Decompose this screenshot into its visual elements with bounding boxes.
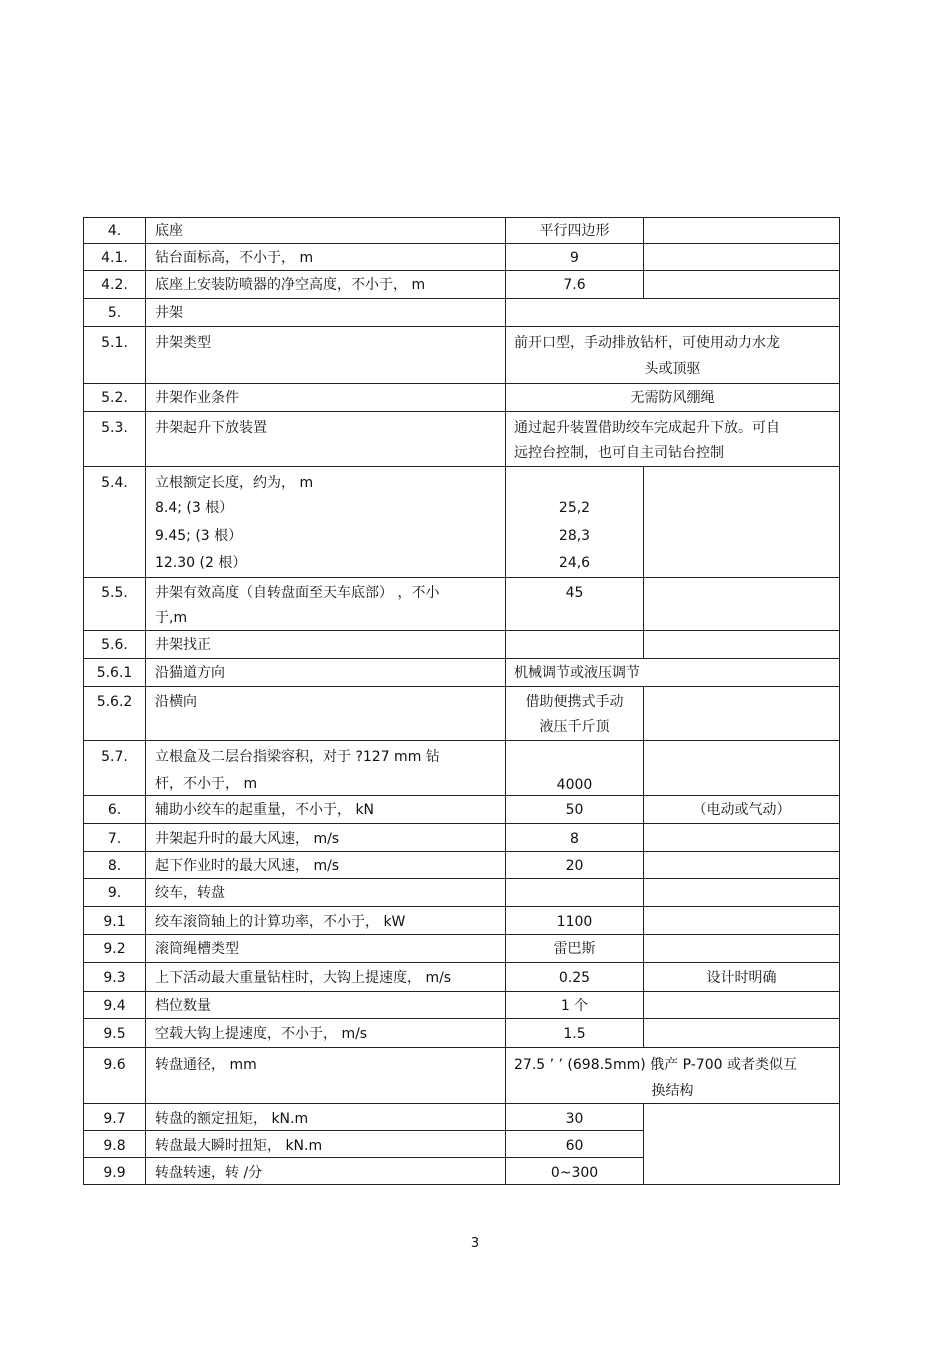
row-description-line: 于,m — [155, 610, 188, 626]
row-description: 井架作业条件 — [155, 390, 239, 406]
row-value-line: 借助便携式手动 — [525, 694, 624, 710]
row-value: 无需防风绷绳 — [630, 390, 715, 406]
row-number: 9.8 — [103, 1138, 126, 1154]
table-row — [83, 411, 840, 467]
row-description-line: 8.4; (3 根） — [155, 500, 234, 516]
row-description: 上下活动最大重量钻柱时，大钩上提速度， m/s — [155, 970, 452, 986]
table-row — [83, 630, 840, 659]
row-number: 5. — [107, 305, 122, 321]
table-row — [83, 298, 840, 327]
row-number: 9.5 — [103, 1026, 126, 1042]
table-row — [83, 466, 840, 578]
row-description: 井架起升下放装置 — [155, 420, 267, 436]
row-description: 井架起升时的最大风速， m/s — [155, 831, 340, 847]
row-number: 6. — [107, 802, 122, 818]
row-value: 雷巴斯 — [553, 941, 596, 957]
row-description: 转盘的额定扭矩， kN.m — [155, 1111, 309, 1127]
table-row — [83, 243, 840, 271]
row-number: 5.5. — [101, 585, 128, 601]
row-description: 井架类型 — [155, 335, 211, 351]
row-description-line: 立根额定长度，约为， m — [155, 475, 314, 491]
table-row — [83, 795, 840, 824]
row-value-line: 通过起升装置借助绞车完成起升下放。可自 — [514, 420, 780, 436]
row-number: 5.6. — [101, 637, 128, 653]
row-value: 机械调节或液压调节 — [514, 665, 640, 681]
row-number: 5.1. — [101, 335, 128, 351]
row-number: 9.9 — [103, 1165, 126, 1181]
row-description: 井架 — [155, 305, 183, 321]
row-number: 9.3 — [103, 970, 126, 986]
row-number: 4. — [107, 223, 122, 239]
row-value-line: 液压千斤顶 — [539, 719, 610, 735]
row-number: 9.6 — [103, 1057, 126, 1073]
row-note: （电动或气动） — [692, 802, 791, 818]
row-number: 5.6.2 — [96, 694, 133, 710]
row-value: 20 — [565, 858, 584, 874]
row-number: 9.2 — [103, 941, 126, 957]
row-value: 7.6 — [563, 277, 586, 293]
row-description: 滚筒绳槽类型 — [155, 941, 239, 957]
row-description: 绞车滚筒轴上的计算功率，不小于， kW — [155, 914, 406, 930]
row-description-line: 立根盒及二层台指梁容积，对于 ?127 mm 钻 — [155, 749, 440, 765]
table-row — [83, 740, 840, 796]
row-number: 9.1 — [103, 914, 126, 930]
row-number: 5.3. — [101, 420, 128, 436]
row-number: 5.4. — [101, 475, 128, 491]
row-description: 转盘转速，转 /分 — [155, 1165, 263, 1181]
row-value-line: 前开口型，手动排放钻杆，可使用动力水龙 — [514, 335, 780, 351]
row-description-line: 井架有效高度（自转盘面至天车底部） ，不小 — [155, 585, 440, 601]
table-row — [83, 1130, 644, 1158]
row-description: 起下作业时的最大风速， m/s — [155, 858, 340, 874]
row-value-line: 27.5 ’ ’ (698.5mm) 俄产 P-700 或者类似互 — [514, 1057, 797, 1073]
table-row — [83, 658, 840, 687]
row-value: 0~300 — [550, 1165, 599, 1181]
row-description: 底座上安装防喷器的净空高度，不小于， m — [155, 277, 426, 293]
row-description: 井架找正 — [155, 637, 211, 653]
row-value: 60 — [565, 1138, 584, 1154]
table-row — [83, 383, 840, 412]
row-number: 9.4 — [103, 998, 126, 1014]
row-value: 8 — [570, 831, 579, 847]
table-row — [83, 217, 840, 244]
row-number: 5.2. — [101, 390, 128, 406]
row-description-line: 杆，不小于， m — [155, 776, 258, 792]
row-number: 4.1. — [101, 250, 128, 266]
row-value: 1100 — [556, 914, 593, 930]
row-description: 转盘最大瞬时扭矩， kN.m — [155, 1138, 323, 1154]
row-number: 5.7. — [101, 749, 128, 765]
table-row — [83, 934, 840, 963]
row-value: 0.25 — [558, 970, 591, 986]
row-value: 1 个 — [560, 998, 589, 1014]
row-note: 设计时明确 — [706, 970, 777, 986]
row-value: 4000 — [556, 777, 593, 793]
row-value: 50 — [565, 802, 584, 818]
row-value: 9 — [570, 250, 579, 266]
row-value: 1.5 — [563, 1026, 586, 1042]
row-description: 沿横向 — [155, 694, 197, 710]
row-number: 8. — [107, 858, 122, 874]
row-value-line: 远控台控制，也可自主司钻台控制 — [514, 445, 724, 461]
table-row — [83, 1047, 840, 1104]
row-value-line: 换结构 — [651, 1083, 694, 1099]
table-row — [83, 878, 840, 907]
page-number: 3 — [470, 1236, 480, 1251]
row-value: 平行四边形 — [539, 223, 610, 239]
row-value-line: 24,6 — [558, 555, 591, 571]
table-row — [83, 851, 840, 879]
table-row — [83, 1103, 644, 1131]
table-row — [83, 1018, 840, 1048]
table-row — [83, 823, 840, 852]
table-row — [83, 577, 840, 631]
row-description: 辅助小绞车的起重量，不小于， kN — [155, 802, 375, 818]
row-description: 档位数量 — [155, 998, 211, 1014]
table-row — [83, 326, 840, 384]
row-description: 绞车，转盘 — [155, 885, 225, 901]
row-description: 转盘通径， mm — [155, 1057, 257, 1073]
table-row — [83, 991, 840, 1019]
row-description-line: 12.30 (2 根） — [155, 555, 247, 571]
row-value-line: 28,3 — [558, 528, 591, 544]
row-value-line: 25,2 — [558, 500, 591, 516]
row-number: 9.7 — [103, 1111, 126, 1127]
table-row — [83, 686, 840, 741]
table-row — [83, 270, 840, 299]
row-description: 沿猫道方向 — [155, 665, 225, 681]
row-description: 钻台面标高，不小于， m — [155, 250, 314, 266]
table-row — [83, 962, 840, 992]
row-description: 底座 — [155, 223, 183, 239]
row-description: 空载大钩上提速度，不小于， m/s — [155, 1026, 368, 1042]
merged-note-cell — [643, 1103, 840, 1185]
row-value: 30 — [565, 1111, 584, 1127]
row-value: 45 — [565, 585, 584, 601]
table-row — [83, 1157, 644, 1185]
row-number: 7. — [107, 831, 122, 847]
row-number: 5.6.1 — [96, 665, 133, 681]
table-row — [83, 906, 840, 935]
row-number: 9. — [107, 885, 122, 901]
row-value-line: 头或顶驱 — [644, 361, 701, 377]
row-description-line: 9.45; (3 根） — [155, 528, 243, 544]
row-number: 4.2. — [101, 277, 128, 293]
